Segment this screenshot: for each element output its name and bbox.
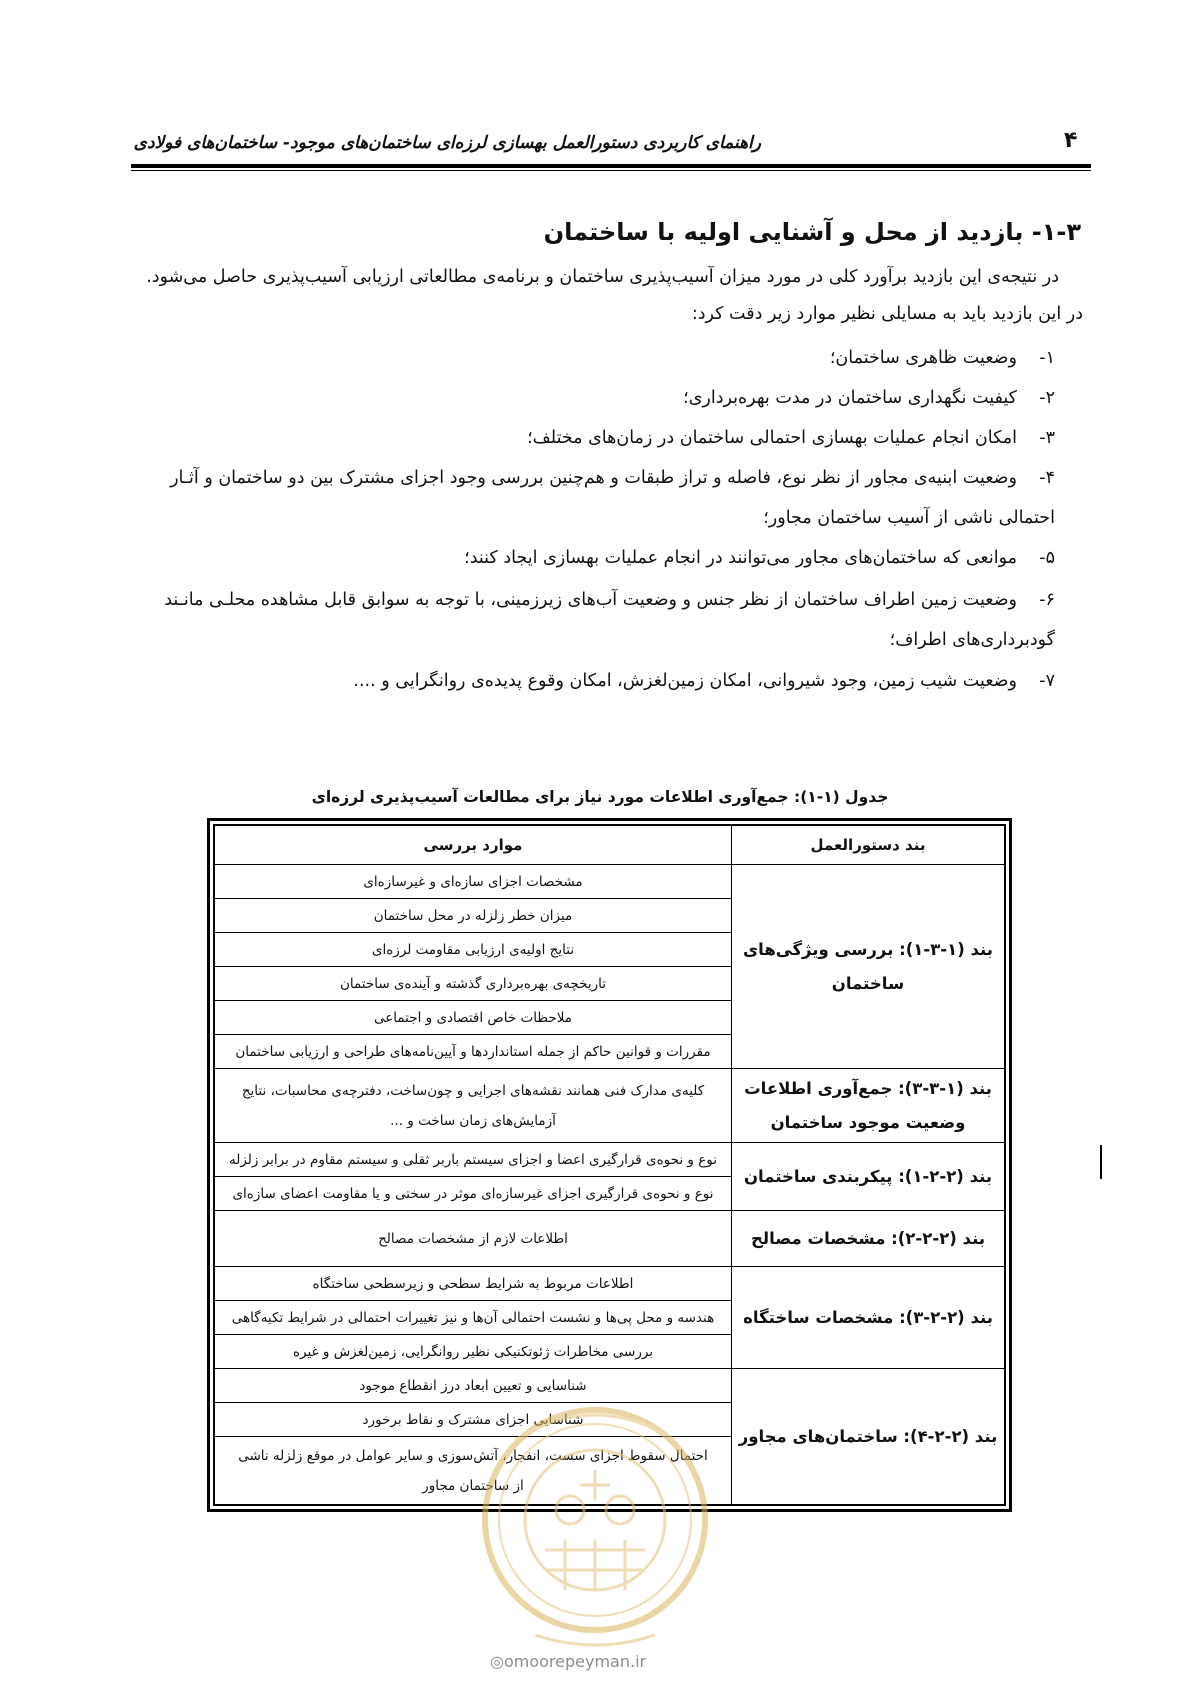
list-item-continuation: گودبرداری‌های اطراف؛ <box>889 630 1055 650</box>
section-cell: بند (۲-۲-۳): مشخصات ساختگاه <box>732 1267 1005 1369</box>
item-cell: میزان خطر زلزله در محل ساختمان <box>215 899 732 933</box>
page-number: ۴ <box>1064 128 1078 153</box>
list-item-text: وضعیت ظاهری ساختمان؛ <box>829 348 1017 368</box>
table-row <box>215 1211 1005 1267</box>
item-cell: بررسی مخاطرات ژئوتکنیکی نظیر روانگرایی، زمین‌لغزش و غیره <box>215 1335 732 1369</box>
list-item <box>164 590 1055 610</box>
list-item-number: ۶- <box>1039 590 1055 610</box>
list-item-text: موانعی که ساختمان‌های مجاور می‌توانند در انجام عملیات بهسازی ایجاد کنند؛ <box>464 548 1017 568</box>
table-row <box>215 1143 1005 1177</box>
header-rule-thin <box>131 170 1091 171</box>
intro-line-2: در این بازدید باید به مسایلی نظیر موارد زیر دقت کرد: <box>691 304 1083 324</box>
table-caption: جدول (۱-۱): جمع‌آوری اطلاعات مورد نیاز برای مطالعات آسیب‌پذیری لرزه‌ای <box>311 788 889 806</box>
section-cell: بند (۱-۳-۱): بررسی ویژگی‌های ساختمان <box>732 865 1005 1069</box>
intro-paragraph <box>130 263 1083 291</box>
item-cell: تاریخچه‌ی بهره‌برداری گذشته و آینده‌ی ساختمان <box>215 967 732 1001</box>
section-heading: ۱-۳- بازدید از محل و آشنایی اولیه با ساختمان <box>543 218 1081 246</box>
item-cell: نوع و نحوه‌ی قرارگیری اجزای غیرسازه‌ای موثر در سختی و یا مقاومت اعضای سازه‌ای <box>215 1177 732 1211</box>
section-cell: بند (۱-۳-۳): جمع‌آوری اطلاعات وضعیت موجود ساختمان <box>732 1069 1005 1143</box>
list-item-text: امکان انجام عملیات بهسازی احتمالی ساختمان در زمان‌های مختلف؛ <box>527 428 1017 448</box>
list-item <box>464 548 1055 568</box>
column-header-section: بند دستورالعمل <box>732 826 1005 865</box>
item-cell: نوع و نحوه‌ی قرارگیری اعضا و اجزای سیستم باربر ثقلی و سیستم مقاوم در برابر زلزله <box>215 1143 732 1177</box>
section-cell: بند (۲-۲-۱): پیکربندی ساختمان <box>732 1143 1005 1211</box>
list-item-number: ۴- <box>1039 468 1055 488</box>
list-item <box>683 388 1055 408</box>
table-row <box>215 1267 1005 1301</box>
item-cell: کلیه‌ی مدارک فنی همانند نقشه‌های اجرایی و چون‌ساخت، دفترچه‌ی محاسبات، نتایج آزمایش‌های زمان ساخت و ... <box>215 1069 732 1143</box>
item-cell: نتایج اولیه‌ی ارزیابی مقاومت لرزه‌ای <box>215 933 732 967</box>
list-item <box>527 428 1055 448</box>
item-cell: شناسایی و تعیین ابعاد درز انقطاع موجود <box>215 1369 732 1403</box>
intro-line-1: در نتیجه‌ی این بازدید برآورد کلی در مورد میزان آسیب‌پذیری ساختمان و برنامه‌ی مطالعاتی ارزیابی آسیب‌پذیری حاصل می‌شود. <box>146 267 1059 287</box>
list-item-number: ۵- <box>1039 548 1055 568</box>
watermark-url-text: omoorepeyman.ir <box>503 1652 647 1671</box>
item-cell: مشخصات اجزای سازه‌ای و غیرسازه‌ای <box>215 865 732 899</box>
list-item-text: کیفیت نگهداری ساختمان در مدت بهره‌برداری؛ <box>683 388 1017 408</box>
watermark-logo-icon: ◎ <box>490 1652 504 1671</box>
list-item-number: ۷- <box>1039 671 1055 691</box>
list-item-text: وضعیت شیب زمین، وجود شیروانی، امکان زمین‌لغزش، امکان وقوع پدیده‌ی روانگرایی و .... <box>353 671 1017 691</box>
item-cell: هندسه و محل پی‌ها و نشست احتمالی آن‌ها و نیز تغییرات احتمالی در شرایط تکیه‌گاهی <box>215 1301 732 1335</box>
section-cell: بند (۲-۲-۴): ساختمان‌های مجاور <box>732 1369 1005 1505</box>
intro-paragraph-2 <box>130 300 1083 328</box>
list-item-text: وضعیت ابنیه‌ی مجاور از نظر نوع، فاصله و تراز طبقات و هم‌چنین بررسی وجود اجزای مشترک بین دو ساختمان و آثـار <box>170 468 1017 488</box>
list-item <box>170 468 1055 488</box>
header-rule-thick <box>131 164 1091 168</box>
table-header-row <box>215 826 1005 865</box>
table-row <box>215 1069 1005 1143</box>
watermark-url <box>490 1652 646 1671</box>
section-cell: بند (۲-۲-۲): مشخصات مصالح <box>732 1211 1005 1267</box>
table-row <box>215 865 1005 899</box>
list-item-continuation: احتمالی ناشی از آسیب ساختمان مجاور؛ <box>763 508 1055 528</box>
margin-mark <box>1100 1145 1102 1179</box>
list-item-number: ۱- <box>1039 348 1055 368</box>
running-header-title: راهنمای کاربردی دستورالعمل بهسازی لرزه‌ای ساختمان‌های موجود- ساختمان‌های فولادی <box>133 133 761 153</box>
list-item <box>353 671 1055 691</box>
item-cell: مقررات و قوانین حاکم از جمله استانداردها و آیین‌نامه‌های طراحی و ارزیابی ساختمان <box>215 1035 732 1069</box>
watermark-stamp-icon <box>475 1400 715 1660</box>
item-cell: اطلاعات لازم از مشخصات مصالح <box>215 1211 732 1267</box>
item-cell: ملاحظات خاص اقتصادی و اجتماعی <box>215 1001 732 1035</box>
table-row <box>215 1369 1005 1403</box>
column-header-items: موارد بررسی <box>215 826 732 865</box>
item-cell: شناسایی اجزای مشترک و نقاط برخورد <box>215 1403 732 1437</box>
list-item-number: ۳- <box>1039 428 1055 448</box>
list-item <box>830 348 1055 368</box>
list-item-text: وضعیت زمین اطراف ساختمان از نظر جنس و وضعیت آب‌های زیرزمینی، با توجه به سوابق قابل مشاهده محلـی مانـند <box>164 590 1017 610</box>
item-cell: احتمال سقوط اجزای سست، انفجار، آتش‌سوزی و سایر عوامل در موقع زلزله ناشی از ساختمان مجاور <box>215 1437 732 1505</box>
list-item-number: ۲- <box>1039 388 1055 408</box>
item-cell: اطلاعات مربوط به شرایط سطحی و زیرسطحی ساختگاه <box>215 1267 732 1301</box>
